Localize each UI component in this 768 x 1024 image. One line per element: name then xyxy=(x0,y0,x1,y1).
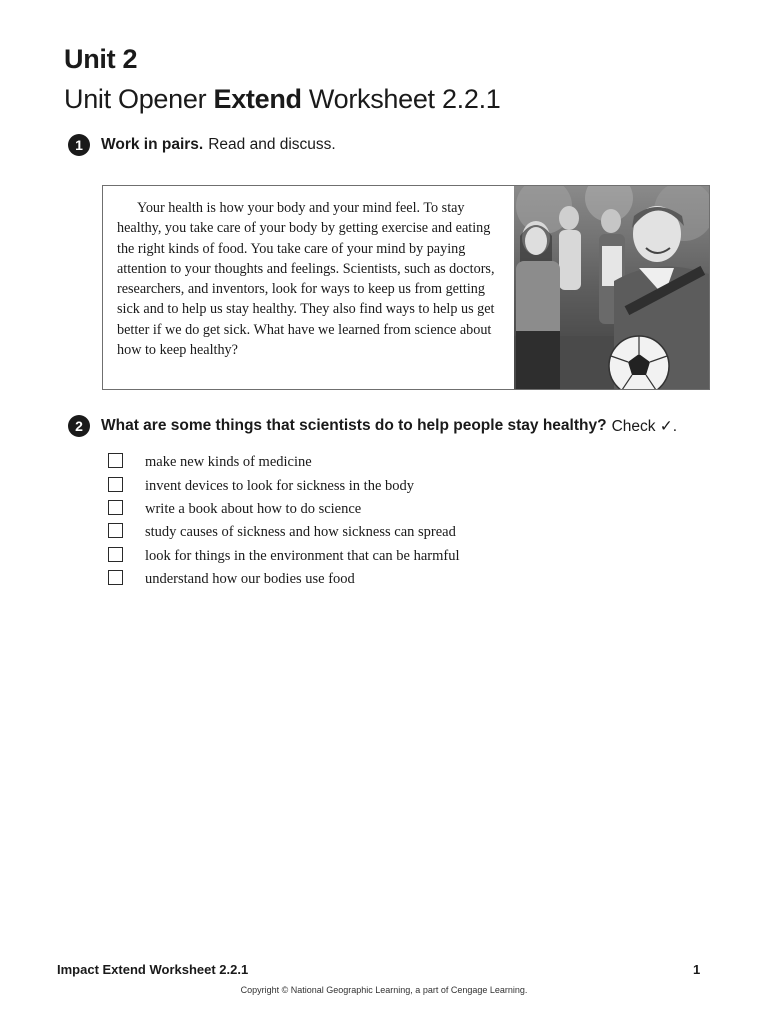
checklist-item xyxy=(108,568,460,591)
checklist-item-label: make new kinds of medicine xyxy=(145,454,312,471)
unit-title: Unit 2 xyxy=(64,44,138,74)
checkbox[interactable] xyxy=(108,477,123,492)
checkbox[interactable] xyxy=(108,547,123,562)
reading-passage: Your health is how your body and your mind feel. To stay healthy, you take care of your body by getting exercise and eating the right kinds of food. You take care of your mind by paying attention to your thoughts and feelings. Scientists, such as doctors, researchers, and inventors, look for ways to keep us from getting sick and to help us stay healthy. They also find ways to help us get better if we do get sick. What have we learned from science about how to keep healthy? xyxy=(117,200,495,359)
checkbox[interactable] xyxy=(108,523,123,538)
step-1-bold-text: Work in pairs. xyxy=(101,136,204,153)
worksheet-title xyxy=(64,82,501,116)
checklist-item xyxy=(108,474,460,497)
checklist-item-label: study causes of sickness and how sickness can spread xyxy=(145,524,456,541)
checklist-item-label: write a book about how to do science xyxy=(145,500,362,517)
worksheet-title-bold: Extend xyxy=(213,84,302,114)
worksheet-title-post: Worksheet 2.2.1 xyxy=(301,84,501,114)
checklist-item xyxy=(108,545,460,568)
checklist-item-label: invent devices to look for sickness in the body xyxy=(145,477,415,494)
copyright-notice: Copyright © National Geographic Learning, a part of Cengage Learning. xyxy=(240,985,528,995)
checklist-item-label: understand how our bodies use food xyxy=(145,571,355,588)
step-2-bold-text: What are some things that scientists do to help people stay healthy? xyxy=(101,417,607,434)
page-number: 1 xyxy=(693,962,701,977)
checklist-item xyxy=(108,498,460,521)
reading-passage-box xyxy=(102,185,710,390)
step-1-number: 1 xyxy=(68,134,90,156)
worksheet-title-pre: Unit Opener xyxy=(64,84,214,114)
checklist xyxy=(108,451,460,591)
step-2-instruction xyxy=(68,414,677,438)
step-1-text: Read and discuss. xyxy=(208,136,336,153)
checkbox[interactable] xyxy=(108,453,123,468)
step-2-text: Check ✓. xyxy=(611,417,678,435)
students-photo xyxy=(514,186,709,389)
footer-title: Impact Extend Worksheet 2.2.1 xyxy=(57,962,249,977)
step-1-instruction xyxy=(68,133,336,157)
students-photo-image xyxy=(514,186,709,389)
checklist-item-label: look for things in the environment that can be harmful xyxy=(145,547,460,564)
step-2-number: 2 xyxy=(68,415,90,437)
checkbox[interactable] xyxy=(108,570,123,585)
checklist-item xyxy=(108,451,460,474)
checkbox[interactable] xyxy=(108,500,123,515)
checklist-item xyxy=(108,521,460,544)
